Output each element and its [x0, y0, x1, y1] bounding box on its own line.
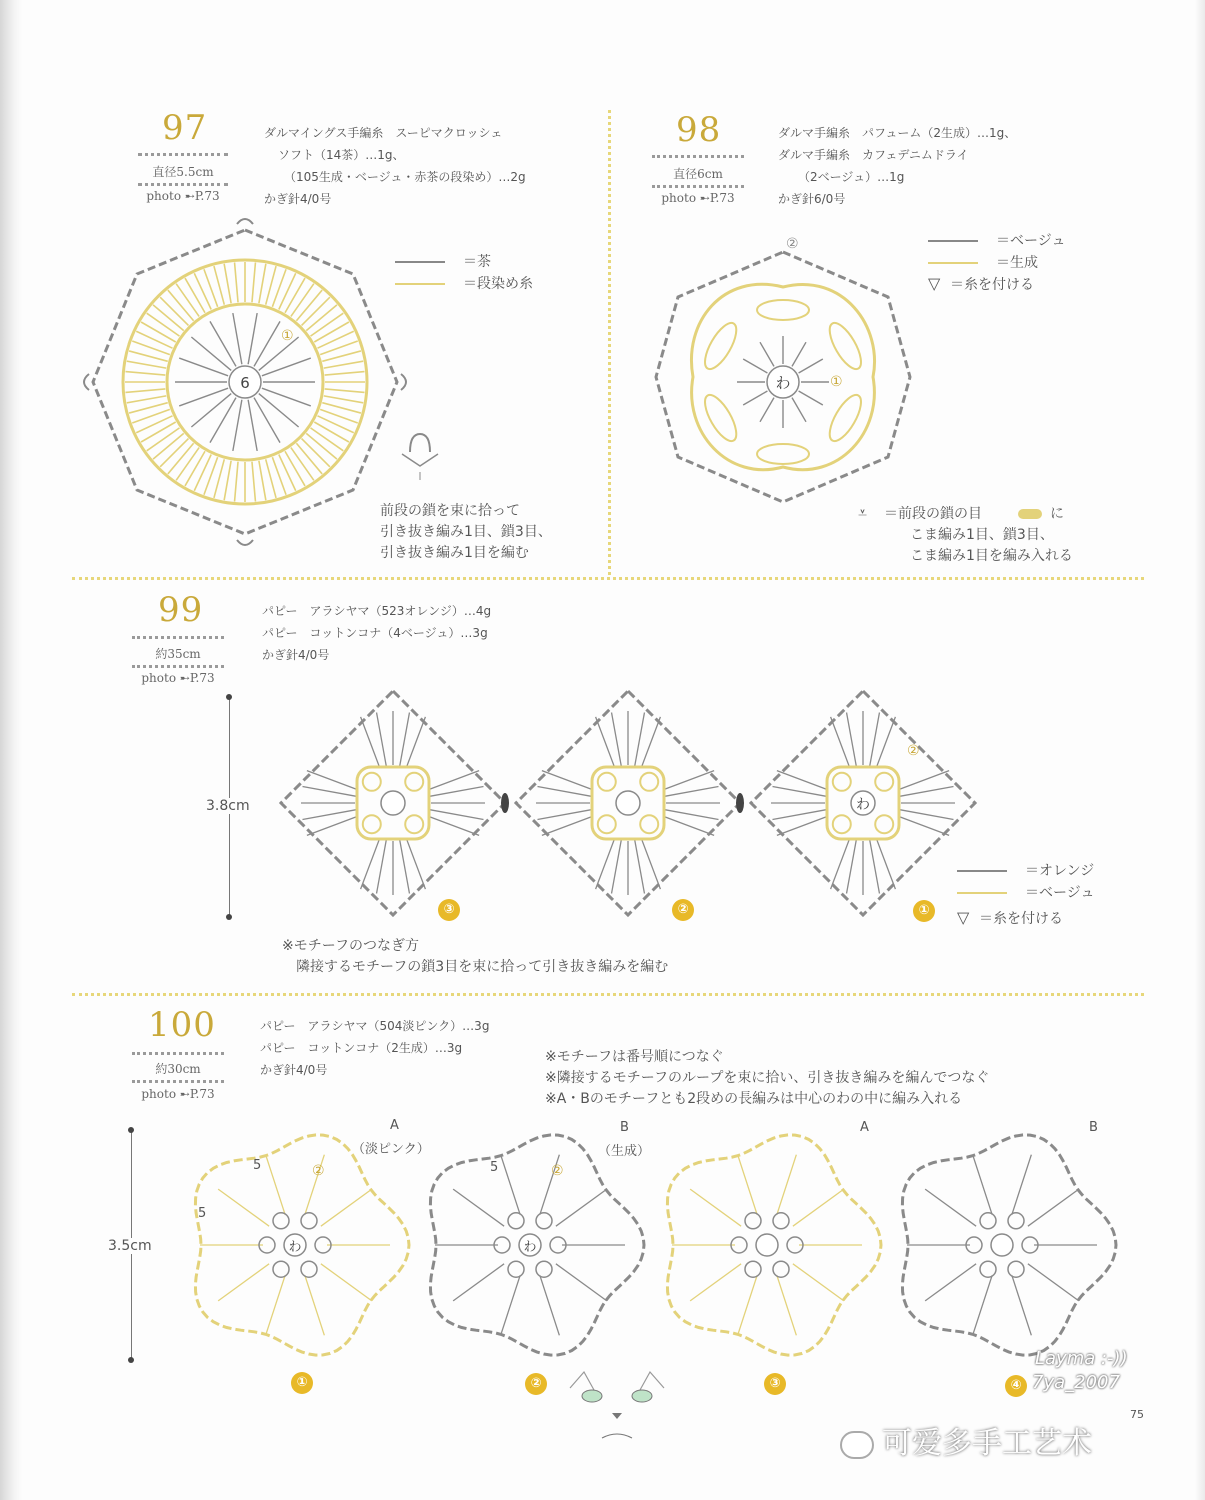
legend-text: ＝段染め糸 [463, 276, 533, 292]
size-label: 直径6cm [673, 167, 723, 181]
watermark-label: 可爱多手工艺术 [882, 1426, 1092, 1461]
materials-99 [262, 600, 491, 666]
divider-dots [652, 155, 744, 158]
motif-number-badge: ① [291, 1372, 313, 1394]
note-line: 引き抜き編み1目を編む [380, 545, 529, 561]
divider-dots [132, 665, 224, 668]
materials-100 [260, 1015, 489, 1081]
join-mark [736, 793, 744, 813]
divider-dots [132, 636, 224, 639]
note-line: に [1050, 506, 1064, 522]
material-line: （2ベージュ）…1g [798, 170, 905, 184]
motif-sublabel: （淡ピンク） [352, 1142, 430, 1157]
separator-middle [72, 993, 1144, 996]
legend-text: ＝茶 [463, 254, 491, 270]
note-line: こま編み1目、鎖3目、 [910, 527, 1054, 543]
flower-motif [430, 1135, 644, 1355]
square-motif [516, 691, 740, 915]
attach-yarn-icon: ▽ [928, 274, 941, 293]
flower-motif [902, 1135, 1116, 1355]
photo-ref: photo ➸P.73 [146, 189, 220, 203]
round-marker-1: ① [830, 374, 843, 390]
pattern-number-99: 99 [158, 590, 204, 630]
wechat-icon [840, 1431, 874, 1459]
legend-line-gray [957, 870, 1007, 872]
photo-ref: photo ➸P.73 [141, 671, 215, 685]
center-ring-wa: わ [775, 374, 791, 392]
center-ring-count: 6 [240, 374, 250, 392]
legend-line-yellow [957, 892, 1007, 894]
size-label: 約35cm [155, 647, 201, 661]
crochet-chart-98 [638, 232, 928, 522]
photo-ref: photo ➸P.73 [661, 191, 735, 205]
divider-dots [132, 1080, 224, 1083]
note-line: ＝前段の鎖の目 [884, 506, 982, 522]
material-line: パピー アラシヤマ（523オレンジ）…4g [262, 604, 492, 618]
material-line: かぎ針4/0号 [260, 1063, 328, 1077]
legend-line-gray [928, 240, 978, 242]
motif-label: B [620, 1120, 629, 1135]
legend-text: ＝ベージュ [1025, 885, 1095, 901]
picot-symbol [400, 432, 440, 482]
note-line: 前段の鎖を束に拾って [380, 503, 520, 519]
divider-dots [138, 183, 228, 186]
legend-line-yellow [928, 262, 978, 264]
materials-98 [778, 122, 1016, 210]
legend-text: ＝生成 [996, 255, 1038, 271]
dimension-end-dot [226, 914, 232, 920]
note-99 [282, 936, 668, 978]
separator-vertical [608, 110, 611, 575]
round-marker-2: ② [786, 236, 799, 252]
note-line: 引き抜き編み1目、鎖3目、 [380, 524, 552, 540]
yellow-oval-icon [1018, 509, 1042, 519]
round-marker: ② [312, 1163, 325, 1179]
material-line: かぎ針4/0号 [264, 192, 332, 206]
page-binding-shadow [0, 0, 22, 1500]
material-line: ダルマ手編糸 パフューム（2生成）…1g、 [778, 126, 1017, 140]
round-marker: ② [551, 1163, 564, 1179]
pattern-number-98: 98 [676, 110, 722, 150]
material-line: （105生成・ベージュ・赤茶の段染め）…2g [284, 170, 526, 184]
divider-dots [652, 185, 744, 188]
center-ring-wa: わ [856, 797, 870, 813]
square-motif [281, 691, 505, 915]
motif-number-badge: ④ [1005, 1375, 1027, 1397]
signature-2: 7ya_2007 [1032, 1372, 1120, 1393]
motif-number-badge: ③ [764, 1373, 786, 1395]
motif-number-badge: ② [672, 899, 694, 921]
cat-face-doodle [562, 1368, 672, 1448]
note-line: 隣接するモチーフの鎖3目を束に拾って引き抜き編みを編む [282, 959, 669, 975]
height-label: 3.5cm [108, 1238, 152, 1254]
size-label: 直径5.5cm [152, 165, 214, 179]
size-label: 約30cm [155, 1062, 201, 1076]
motif-label: A [390, 1118, 399, 1133]
motif-label: B [1089, 1120, 1098, 1135]
note-line: ※モチーフは番号順につなぐ [545, 1049, 724, 1065]
attach-yarn-icon: ▽ [957, 908, 970, 927]
material-line: パピー コットンコナ（4ベージュ）…3g [262, 626, 488, 640]
crochet-chart-100 [170, 1125, 1130, 1365]
pattern-number-97: 97 [162, 108, 208, 148]
motif-number-badge: ② [525, 1373, 547, 1395]
material-line: かぎ針6/0号 [778, 192, 846, 206]
center-ring-wa: わ [523, 1240, 537, 1255]
dimension-end-dot [128, 1127, 134, 1133]
motif-number-badge: ③ [438, 899, 460, 921]
note-line: ※A・Bのモチーフとも2段めの長編みは中心のわの中に編み入れる [545, 1091, 963, 1107]
round-count-label: 5 [253, 1158, 262, 1173]
page-number: 75 [1130, 1408, 1144, 1421]
flower-motif [667, 1135, 881, 1355]
motif-number-badge: ① [913, 900, 935, 922]
material-line: かぎ針4/0号 [262, 648, 330, 662]
motif-sublabel: （生成） [598, 1144, 651, 1159]
signature: Layma :-)) [1035, 1348, 1128, 1369]
round-count-label: 5 [490, 1160, 499, 1175]
page-edge [1195, 0, 1205, 1500]
material-line: パピー アラシヤマ（504淡ピンク）…3g [260, 1019, 490, 1033]
crochet-chart-97 [85, 222, 405, 542]
note-line: ※モチーフのつなぎ方 [282, 938, 420, 954]
divider-dots [138, 153, 228, 156]
note-98 [858, 504, 1073, 567]
separator-top [72, 577, 1144, 580]
watermark-text [840, 1418, 1092, 1462]
note-line: こま編み1目を編み入れる [910, 548, 1073, 564]
note-line: ※隣接するモチーフのループを束に拾い、引き抜き編みを編んでつなぐ [545, 1070, 990, 1086]
material-line: ソフト（14茶）…1g、 [278, 148, 405, 162]
divider-dots [132, 1052, 224, 1055]
stitch-symbol-icon: ⩡ [858, 503, 868, 522]
crochet-chart-99 [275, 685, 995, 925]
legend-text: ＝糸を付ける [979, 911, 1063, 927]
notes-100 [545, 1047, 989, 1110]
round-count-label: 5 [198, 1206, 207, 1221]
round-marker: ① [281, 328, 294, 344]
material-line: パピー コットンコナ（2生成）…3g [260, 1041, 463, 1055]
photo-ref: photo ➸P.73 [141, 1087, 215, 1101]
dimension-end-dot [226, 694, 232, 700]
dimension-end-dot [128, 1357, 134, 1363]
pattern-number-100: 100 [148, 1005, 216, 1045]
round-marker: ② [907, 743, 920, 759]
materials-97 [264, 122, 526, 210]
legend-text: ＝オレンジ [1025, 863, 1095, 879]
legend-text: ＝糸を付ける [950, 277, 1034, 293]
join-mark [501, 793, 509, 813]
motif-label: A [860, 1120, 869, 1135]
center-ring-wa: わ [288, 1240, 302, 1255]
legend-text: ＝ベージュ [996, 233, 1066, 249]
note-97 [380, 501, 552, 564]
material-line: ダルマ手編糸 カフェデニムドライ [778, 148, 969, 162]
material-line: ダルマイングス手編糸 スーピマクロッシェ [264, 126, 503, 140]
height-label: 3.8cm [206, 798, 250, 814]
flower-motif [195, 1135, 409, 1355]
